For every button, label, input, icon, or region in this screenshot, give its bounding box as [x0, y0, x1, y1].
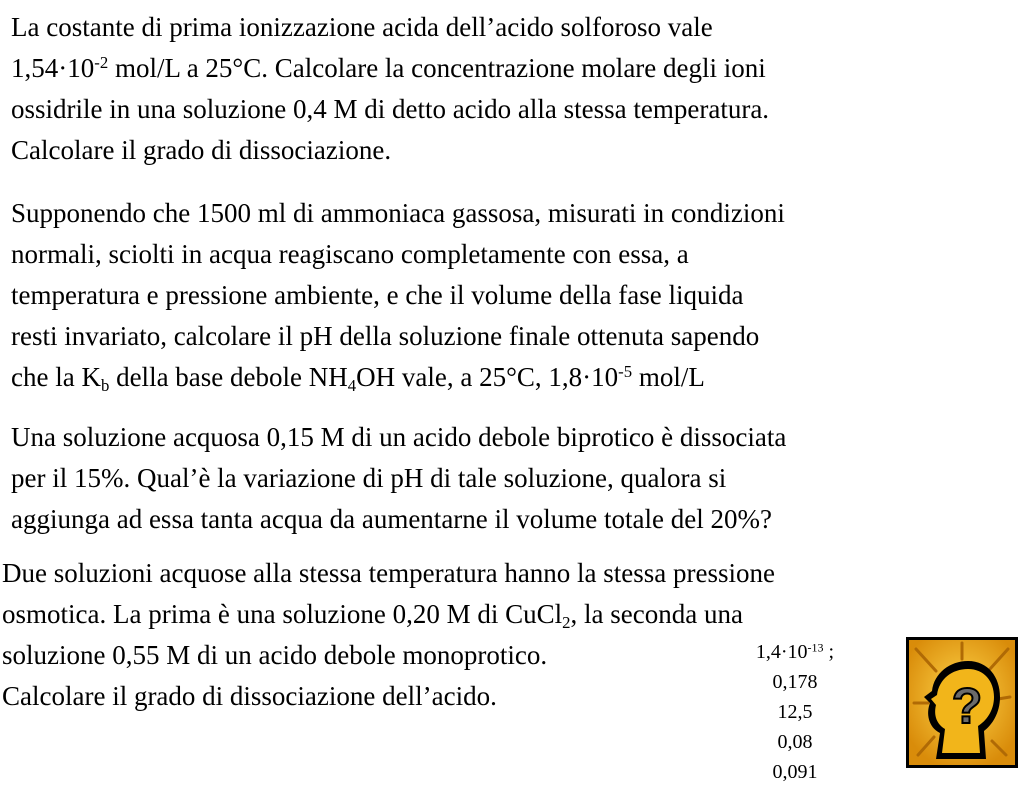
problem-2-line-2: normali, sciolti in acqua reagiscano completamente con essa, a	[11, 239, 689, 269]
answer-1-exponent: -13	[807, 640, 824, 655]
answer-3: 12,5	[777, 701, 813, 723]
problem-4-line-2-end: , la seconda una	[570, 599, 743, 629]
problem-1-line-2: mol/L a 25°C. Calcolare la concentrazione molare degli ioni	[108, 53, 766, 83]
answer-1	[740, 637, 850, 667]
problem-4-line-4: Calcolare il grado di dissociazione dell’acido.	[2, 681, 497, 711]
answer-1-suffix: ;	[823, 641, 835, 663]
nh4-subscript: 4	[347, 376, 357, 396]
kb-exponent: -5	[618, 361, 633, 381]
problem-4-line-3: soluzione 0,55 M di un acido debole monoprotico.	[2, 640, 548, 670]
problem-2-line-3: temperatura e pressione ambiente, e che il volume della fase liquida	[11, 280, 744, 310]
problem-3-line-2: per il 15%. Qual’è la variazione di pH di tale soluzione, qualora si	[11, 463, 727, 493]
answer-4: 0,08	[777, 731, 813, 753]
cucl2-subscript: 2	[562, 613, 571, 633]
problem-1-constant-exponent: -2	[94, 52, 109, 72]
problem-3	[11, 417, 1016, 540]
problem-4	[2, 553, 1017, 717]
problem-2-line-5-start: che la K	[11, 362, 101, 392]
question-mark: ?	[951, 678, 983, 734]
problem-1	[11, 7, 1016, 171]
problem-2-line-5-mid: della base debole NH	[109, 362, 348, 392]
kb-subscript: b	[100, 376, 110, 396]
answer-1-mantissa: 1,4·10	[755, 641, 808, 663]
problem-3-line-1: Una soluzione acquosa 0,15 M di un acido debole biprotico è dissociata	[11, 422, 787, 452]
problem-2-line-1: Supponendo che 1500 ml di ammoniaca gassosa, misurati in condizioni	[11, 198, 785, 228]
problem-2	[11, 193, 1016, 398]
problem-1-line-3: ossidrile in una soluzione 0,4 M di detto acido alla stessa temperatura.	[11, 94, 770, 124]
problem-1-line-4: Calcolare il grado di dissociazione.	[11, 135, 392, 165]
problem-2-line-5-mid2: OH vale, a 25°C, 1,8·10	[356, 362, 619, 392]
problem-4-line-1: Due soluzioni acquose alla stessa temperatura hanno la stessa pressione	[2, 558, 776, 588]
problem-3-line-3: aggiunga ad essa tanta acqua da aumentarne il volume totale del 20%?	[11, 504, 772, 534]
answers-list	[740, 637, 850, 787]
problem-1-constant: 1,54·10	[11, 53, 95, 83]
problem-4-line-2-start: osmotica. La prima è una soluzione 0,20 M di CuCl	[2, 599, 563, 629]
question-head-icon-graphic	[906, 637, 1018, 768]
problem-2-line-4: resti invariato, calcolare il pH della soluzione finale ottenuta sapendo	[11, 321, 760, 351]
answer-5: 0,091	[772, 761, 818, 783]
answer-2: 0,178	[772, 671, 818, 693]
question-head-icon	[906, 637, 1018, 768]
problem-2-line-5-end: mol/L	[632, 362, 705, 392]
problem-1-line-1: La costante di prima ionizzazione acida dell’acido solforoso vale	[11, 12, 713, 42]
